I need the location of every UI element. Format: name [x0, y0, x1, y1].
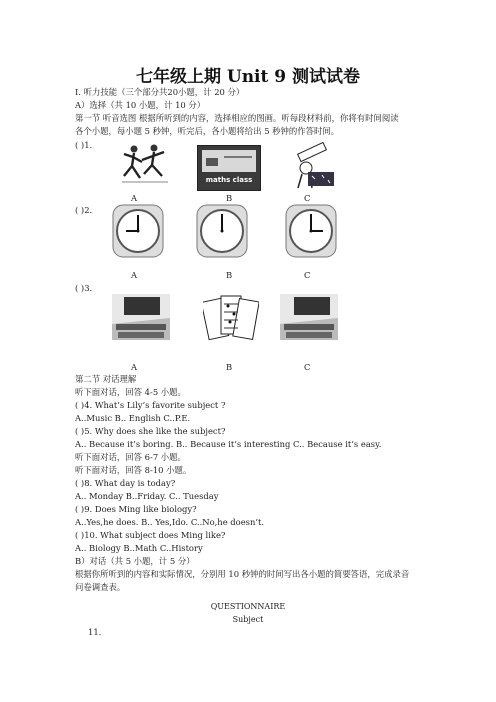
maths-class-image: [197, 145, 261, 191]
question-1: ( )1.: [75, 140, 93, 150]
q2-option-b: B: [226, 270, 233, 280]
question-2: ( )2.: [75, 205, 93, 215]
part2-instruction-2: 听下面对话，回答 6-7 小题。: [75, 452, 186, 462]
q1-option-c: C: [304, 193, 311, 203]
questionnaire-title: QUESTIONNAIRE: [210, 602, 286, 611]
maths-class-label: maths class: [205, 176, 253, 184]
clock-image-c: [285, 204, 337, 258]
q2-option-a: A: [131, 270, 138, 280]
part2-instruction-3: 听下面对话，回答 8-10 小题。: [75, 465, 192, 475]
clock-image-b: [196, 204, 248, 258]
q3-option-a: A: [131, 362, 138, 372]
part2-heading: 第二节 对话理解: [75, 374, 137, 384]
part2-instruction-1: 听下面对话，回答 4-5 小题。: [75, 387, 186, 397]
classroom-image-a: [112, 294, 170, 340]
q1-option-a: A: [131, 193, 138, 203]
music-sheets-image: [203, 292, 259, 342]
question-3: ( )3.: [75, 283, 93, 293]
question-11: 11.: [88, 627, 102, 637]
clock-image-a: [112, 204, 164, 258]
telescope-image: [288, 142, 338, 190]
part-b-instruction: 根据你所听到的内容和实际情况，分别用 10 秒钟的时间写出各小题的简要答语，完成录音: [75, 569, 410, 579]
running-people-image: [120, 142, 170, 186]
classroom-image-c: [280, 294, 338, 340]
q2-option-c: C: [304, 270, 311, 280]
q3-option-b: B: [226, 362, 233, 372]
question-9: ( )9. Does Ming like biology?: [75, 504, 197, 514]
question-5: ( )5. Why does she like the subject?: [75, 426, 226, 436]
part1-instruction: 第一节 听音选图 根据所听到的内容，选择相应的图画。听每段材料前，你将有时间阅读: [75, 113, 399, 123]
question-4-options: A..Music B.. English C..P.E.: [75, 413, 191, 423]
q3-option-c: C: [304, 362, 311, 372]
section1-heading: I. 听力技能（三个部分共20小题，计 20 分）: [75, 87, 245, 97]
question-10-options: A.. Biology B..Math C..History: [75, 543, 203, 553]
question-5-options: A.. Because it’s boring. B.. Because it’s interesting C.. Because it’s easy.: [75, 439, 382, 449]
part1-instruction-cont: 各个小题，每小题 5 秒钟，听完后，各小题将给出 5 秒钟的作答时间。: [75, 126, 340, 136]
part-b-instruction-cont: 问卷调查表。: [75, 582, 126, 592]
question-8: ( )8. What day is today?: [75, 478, 176, 488]
question-9-options: A..Yes,he does. B.. Yes,Ido. C..No,he doesn’t.: [75, 517, 265, 527]
question-4: ( )4. What’s Lily’s favorite subject ?: [75, 400, 226, 410]
question-10: ( )10. What subject does Ming like?: [75, 530, 226, 540]
subject-label: Subject: [232, 615, 264, 624]
part-b-heading: B）对话（共 5 小题，计 5 分）: [75, 556, 195, 566]
page-title: 七年级上期 Unit 9 测试试卷: [135, 67, 361, 87]
question-8-options: A.. Monday B..Friday. C.. Tuesday: [75, 491, 219, 501]
part-a-heading: A）选择（共 10 小题，计 10 分）: [75, 100, 206, 110]
q1-option-b: B: [226, 193, 233, 203]
